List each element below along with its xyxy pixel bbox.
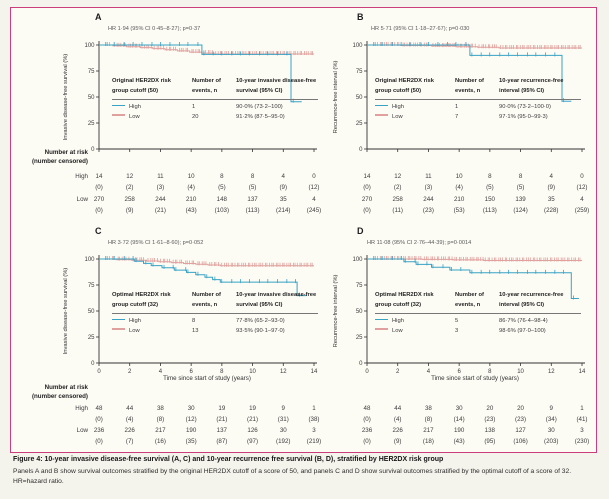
figure-caption-title: Figure 4: 10-year invasive disease-free survival (A, C) and 10-year recurrence free survival (B, D), stratified by HER2DX risk group — [13, 456, 444, 463]
risk-cell: 138 — [484, 427, 495, 434]
risk-cell: (14) — [453, 416, 465, 423]
risk-cell: 44 — [394, 405, 402, 412]
risk-cell: (9) — [279, 184, 288, 191]
risk-cell: (12) — [308, 184, 320, 191]
y-tick-label: 100 — [352, 43, 363, 50]
low-line-swatch-icon — [375, 328, 388, 330]
risk-cell: 8 — [488, 173, 492, 180]
panel-d-hr-annotation: HR 11·08 (95% CI 2·76–44·39); p=0·0014 — [367, 240, 472, 246]
risk-cell: (0) — [363, 207, 371, 214]
risk-cell: (0) — [95, 184, 103, 191]
legend-low-events: 13 — [192, 327, 199, 334]
risk-cell: 19 — [249, 405, 256, 412]
legend-col2-header: Number of events, n — [455, 78, 484, 94]
risk-cell: (9) — [547, 184, 556, 191]
risk-cell: (124) — [513, 207, 528, 214]
risk-cell: (3) — [424, 184, 433, 191]
y-tick-label: 50 — [87, 309, 95, 316]
panel-b-letter: B — [357, 12, 364, 22]
risk-cell: 38 — [424, 405, 432, 412]
panel-d-letter: D — [357, 226, 364, 236]
risk-cell: (106) — [513, 438, 528, 445]
risk-row-high-label: High — [75, 173, 88, 180]
risk-cell: (203) — [544, 438, 559, 445]
legend-low-events: 20 — [192, 113, 199, 120]
risk-cell: 217 — [155, 427, 166, 434]
risk-row-low-label: Low — [76, 196, 88, 203]
legend-col3-header: 10-year invasive disease-free survival (95% CI) — [236, 292, 317, 308]
high-line-swatch-icon — [375, 319, 388, 321]
risk-cell: 258 — [124, 196, 135, 203]
panel-a-hr-annotation: HR 1·94 (95% CI 0·45–8·27); p=0·37 — [108, 26, 201, 32]
legend-col3-header: 10-year recurrence-free interval (95% CI) — [499, 78, 564, 94]
risk-cell: (3) — [156, 184, 165, 191]
risk-cell: (12) — [576, 184, 588, 191]
risk-cell: (0) — [363, 416, 371, 423]
risk-cell: 0 — [312, 173, 316, 180]
legend-high-estimate: 77·8% (65·2–93·0) — [236, 318, 285, 325]
y-tick-label: 50 — [355, 309, 363, 316]
risk-cell: (34) — [545, 416, 557, 423]
risk-row-low-label: Low — [76, 427, 88, 434]
risk-cell: (259) — [574, 207, 590, 214]
risk-header-line2: (number censored) — [31, 393, 88, 400]
risk-cell: 1 — [312, 405, 316, 412]
y-tick-label: 25 — [87, 335, 95, 342]
risk-cell: (31) — [277, 416, 289, 423]
legend-row-high — [112, 103, 188, 113]
panel-a-yaxis-label: Invasive disease-free survival (%) — [63, 53, 69, 141]
risk-cell: (113) — [482, 207, 497, 214]
y-tick-label: 0 — [359, 361, 363, 368]
legend-divider — [375, 313, 581, 314]
risk-cell: 8 — [250, 173, 255, 180]
risk-cell: 4 — [281, 173, 285, 180]
legend-low-estimate: 97·1% (95·0–99·3) — [499, 113, 548, 120]
risk-cell: 210 — [453, 196, 465, 203]
y-tick-label: 0 — [359, 147, 363, 154]
risk-cell: (23) — [422, 207, 434, 214]
risk-cell: 139 — [515, 196, 526, 203]
legend-row-low — [375, 113, 451, 123]
risk-cell: 244 — [423, 196, 434, 203]
risk-cell: (4) — [125, 416, 134, 423]
risk-cell: (21) — [216, 416, 228, 423]
risk-cell: 210 — [185, 196, 197, 203]
y-tick-label: 100 — [84, 257, 95, 264]
risk-cell: 8 — [518, 173, 523, 180]
risk-cell: (87) — [216, 438, 228, 445]
x-tick-label: 14 — [310, 369, 318, 375]
legend-row-high — [375, 317, 451, 327]
legend-high-label: High — [392, 318, 404, 325]
legend-row-low — [375, 327, 451, 337]
risk-cell: (23) — [484, 416, 496, 423]
risk-cell: 270 — [361, 196, 373, 203]
legend-high-estimate: 86·7% (76·4–98·4) — [499, 318, 548, 325]
x-tick-label: 12 — [279, 369, 287, 375]
legend-divider — [375, 99, 581, 100]
y-tick-label: 25 — [87, 121, 95, 128]
legend-high-label: High — [392, 104, 404, 111]
risk-cell: 258 — [392, 196, 403, 203]
legend-high-label: High — [129, 318, 141, 325]
legend-row-low — [112, 327, 188, 337]
risk-cell: (214) — [276, 207, 291, 214]
panel-c-xaxis-label: Time since start of study (years) — [163, 375, 251, 382]
y-tick-label: 0 — [91, 147, 95, 154]
risk-cell: 0 — [580, 173, 584, 180]
x-tick-label: 2 — [128, 369, 132, 375]
risk-cell: (0) — [363, 184, 371, 191]
y-tick-label: 100 — [84, 43, 95, 50]
risk-cell: 30 — [279, 427, 287, 434]
panel-a-letter: A — [95, 12, 102, 22]
y-tick-label: 75 — [355, 283, 363, 290]
x-tick-label: 10 — [517, 369, 524, 375]
risk-cell: 226 — [124, 427, 135, 434]
risk-cell: 11 — [425, 173, 432, 180]
risk-cell: (53) — [453, 207, 465, 214]
y-tick-label: 50 — [87, 95, 95, 102]
high-line-swatch-icon — [375, 105, 388, 107]
risk-cell: (9) — [393, 438, 402, 445]
legend-low-estimate: 93·5% (90·1–97·0) — [236, 327, 285, 334]
risk-cell: 20 — [517, 405, 524, 412]
panel-c-hr-annotation: HR 3·72 (95% CI 1·61–8·60); p=0·052 — [108, 240, 204, 246]
risk-cell: 44 — [126, 405, 134, 412]
risk-cell: (16) — [154, 438, 166, 445]
risk-header-line1: Number at risk — [44, 149, 88, 156]
legend-high-events: 1 — [192, 104, 196, 111]
panel-a-legend — [112, 77, 318, 122]
y-tick-label: 25 — [355, 335, 363, 342]
panel-d-legend — [375, 291, 581, 336]
risk-cell: (12) — [185, 416, 197, 423]
legend-col1-header: Optimal HER2DX risk group cutoff (32) — [112, 292, 171, 308]
low-line-swatch-icon — [375, 114, 388, 116]
x-tick-label: 4 — [158, 369, 163, 375]
risk-header-line2: (number censored) — [31, 158, 88, 165]
y-tick-label: 50 — [355, 95, 363, 102]
risk-cell: 236 — [361, 427, 373, 434]
legend-low-events: 7 — [455, 113, 459, 120]
risk-cell: (228) — [544, 207, 559, 214]
risk-cell: (43) — [185, 207, 197, 214]
high-line-swatch-icon — [112, 105, 125, 107]
panel-b-yaxis-label: Recurrence-free interval (%) — [333, 60, 339, 134]
legend-low-events: 3 — [455, 327, 459, 334]
risk-cell: (11) — [392, 207, 403, 214]
risk-cell: (5) — [248, 184, 257, 191]
legend-col2-header: Number of events, n — [455, 292, 484, 308]
panel-d-yaxis-label: Recurrence-free interval (%) — [333, 274, 339, 348]
y-tick-label: 75 — [87, 69, 95, 76]
low-line-swatch-icon — [112, 328, 125, 330]
legend-divider — [112, 99, 318, 100]
risk-cell: 236 — [93, 427, 105, 434]
x-tick-label: 14 — [578, 369, 586, 375]
risk-cell: 148 — [216, 196, 227, 203]
risk-cell: 35 — [279, 196, 287, 203]
legend-low-estimate: 91·2% (87·5–95·0) — [236, 113, 285, 120]
legend-low-label: Low — [129, 113, 140, 120]
risk-cell: 9 — [281, 405, 285, 412]
figure-caption-body: Panels A and B show survival outcomes stratified by the original HER2DX cutoff of a score of 50, and panels C and D show survival outcomes stratified by the optimal cutoff of a score of 32. HR=hazard ratio. — [13, 468, 572, 486]
risk-cell: (0) — [363, 438, 371, 445]
legend-high-events: 5 — [455, 318, 459, 325]
panel-c-legend — [112, 291, 318, 336]
risk-cell: (230) — [574, 438, 590, 445]
risk-cell: (41) — [576, 416, 588, 423]
risk-cell: 127 — [515, 427, 526, 434]
legend-high-events: 1 — [455, 104, 459, 111]
risk-cell: (103) — [214, 207, 230, 214]
low-line-swatch-icon — [112, 114, 125, 116]
risk-cell: 10 — [187, 173, 195, 180]
legend-col2-header: Number of events, n — [192, 78, 221, 94]
risk-cell: 4 — [549, 173, 553, 180]
legend-row-low — [112, 113, 188, 123]
panel-b-hr-annotation: HR 5·71 (95% CI 1·18–27·67); p=0·030 — [371, 26, 470, 32]
risk-cell: 48 — [95, 405, 103, 412]
risk-cell: 9 — [549, 405, 553, 412]
risk-cell: 35 — [547, 196, 555, 203]
risk-cell: (9) — [125, 207, 134, 214]
risk-cell: (35) — [185, 438, 197, 445]
risk-cell: (0) — [95, 438, 103, 445]
risk-header-line1: Number at risk — [44, 384, 88, 391]
risk-cell: (21) — [247, 416, 259, 423]
panel-b-legend — [375, 77, 581, 122]
risk-cell: 217 — [423, 427, 434, 434]
legend-row-high — [375, 103, 451, 113]
y-tick-label: 75 — [87, 283, 95, 290]
x-tick-label: 4 — [426, 369, 431, 375]
high-line-swatch-icon — [112, 319, 125, 321]
risk-cell: 244 — [155, 196, 166, 203]
risk-cell: 11 — [157, 173, 164, 180]
risk-cell: 12 — [394, 173, 402, 180]
legend-high-events: 8 — [192, 318, 196, 325]
risk-cell: (5) — [486, 184, 494, 191]
risk-cell: 226 — [392, 427, 403, 434]
risk-cell: (2) — [125, 184, 134, 191]
km-curve-low-A — [99, 45, 314, 54]
risk-cell: (4) — [455, 184, 463, 191]
km-curve-low-C — [99, 259, 314, 266]
risk-cell: (97) — [247, 438, 259, 445]
panel-c-yaxis-label: Invasive disease-free survival (%) — [63, 267, 69, 355]
risk-cell: 19 — [218, 405, 226, 412]
legend-low-estimate: 98·6% (97·0–100) — [499, 327, 546, 334]
legend-high-estimate: 90·0% (73·2–100·0) — [499, 104, 551, 111]
x-tick-label: 6 — [457, 369, 461, 375]
risk-cell: (5) — [516, 184, 525, 191]
y-tick-label: 100 — [352, 257, 363, 264]
x-tick-label: 10 — [249, 369, 256, 375]
risk-cell: 137 — [247, 196, 258, 203]
legend-low-label: Low — [392, 327, 403, 334]
legend-col2-header: Number of events, n — [192, 292, 221, 308]
legend-row-high — [112, 317, 188, 327]
risk-cell: (2) — [393, 184, 402, 191]
risk-cell: 48 — [363, 405, 371, 412]
legend-high-estimate: 90·0% (73·2–100) — [236, 104, 283, 111]
x-tick-label: 2 — [396, 369, 400, 375]
risk-cell: (18) — [422, 438, 434, 445]
risk-cell: (38) — [308, 416, 320, 423]
legend-low-label: Low — [129, 327, 140, 334]
risk-cell: 20 — [486, 405, 494, 412]
legend-col3-header: 10-year invasive disease-free survival (95% CI) — [236, 78, 317, 94]
risk-cell: (4) — [393, 416, 402, 423]
legend-divider — [112, 313, 318, 314]
risk-cell: 126 — [247, 427, 258, 434]
risk-cell: (95) — [484, 438, 496, 445]
legend-col3-header: 10-year recurrence-free interval (95% CI) — [499, 292, 564, 308]
x-tick-label: 12 — [547, 369, 555, 375]
y-tick-label: 0 — [91, 361, 95, 368]
risk-cell: 10 — [455, 173, 463, 180]
risk-cell: (5) — [218, 184, 226, 191]
legend-col1-header: Optimal HER2DX risk group cutoff (32) — [375, 292, 434, 308]
risk-cell: (21) — [154, 207, 166, 214]
risk-cell: 3 — [312, 427, 316, 434]
risk-cell: (245) — [306, 207, 322, 214]
panel-c-letter: C — [95, 226, 102, 236]
risk-row-high-label: High — [75, 405, 88, 412]
x-tick-label: 0 — [365, 369, 369, 375]
risk-cell: 38 — [156, 405, 164, 412]
x-tick-label: 6 — [189, 369, 193, 375]
risk-cell: 4 — [312, 196, 316, 203]
legend-low-label: Low — [392, 113, 403, 120]
panel-d-xaxis-label: Time since start of study (years) — [431, 375, 519, 382]
risk-cell: (7) — [125, 438, 134, 445]
risk-cell: (0) — [95, 416, 103, 423]
risk-cell: 190 — [185, 427, 197, 434]
y-tick-label: 25 — [355, 121, 363, 128]
risk-cell: 1 — [580, 405, 584, 412]
risk-cell: (0) — [95, 207, 103, 214]
x-tick-label: 8 — [220, 369, 224, 375]
risk-cell: 190 — [453, 427, 465, 434]
risk-cell: 14 — [95, 173, 103, 180]
risk-cell: (8) — [156, 416, 165, 423]
risk-cell: (4) — [187, 184, 195, 191]
risk-cell: 14 — [363, 173, 371, 180]
y-tick-label: 75 — [355, 69, 363, 76]
legend-col1-header: Original HER2DX risk group cutoff (50) — [375, 78, 434, 94]
legend-col1-header: Original HER2DX risk group cutoff (50) — [112, 78, 171, 94]
x-tick-label: 8 — [488, 369, 492, 375]
risk-cell: (219) — [306, 438, 322, 445]
risk-cell: 30 — [547, 427, 555, 434]
risk-cell: 30 — [187, 405, 195, 412]
risk-cell: 12 — [126, 173, 134, 180]
risk-cell: 4 — [580, 196, 584, 203]
risk-cell: (113) — [245, 207, 260, 214]
risk-cell: (23) — [515, 416, 527, 423]
risk-cell: 270 — [93, 196, 105, 203]
risk-cell: 30 — [455, 405, 463, 412]
risk-cell: 150 — [484, 196, 495, 203]
risk-cell: (43) — [453, 438, 465, 445]
risk-cell: 3 — [580, 427, 584, 434]
risk-cell: 137 — [216, 427, 227, 434]
x-tick-label: 0 — [97, 369, 101, 375]
legend-high-label: High — [129, 104, 141, 111]
risk-cell: (192) — [276, 438, 291, 445]
risk-cell: 8 — [220, 173, 224, 180]
risk-cell: (8) — [424, 416, 433, 423]
